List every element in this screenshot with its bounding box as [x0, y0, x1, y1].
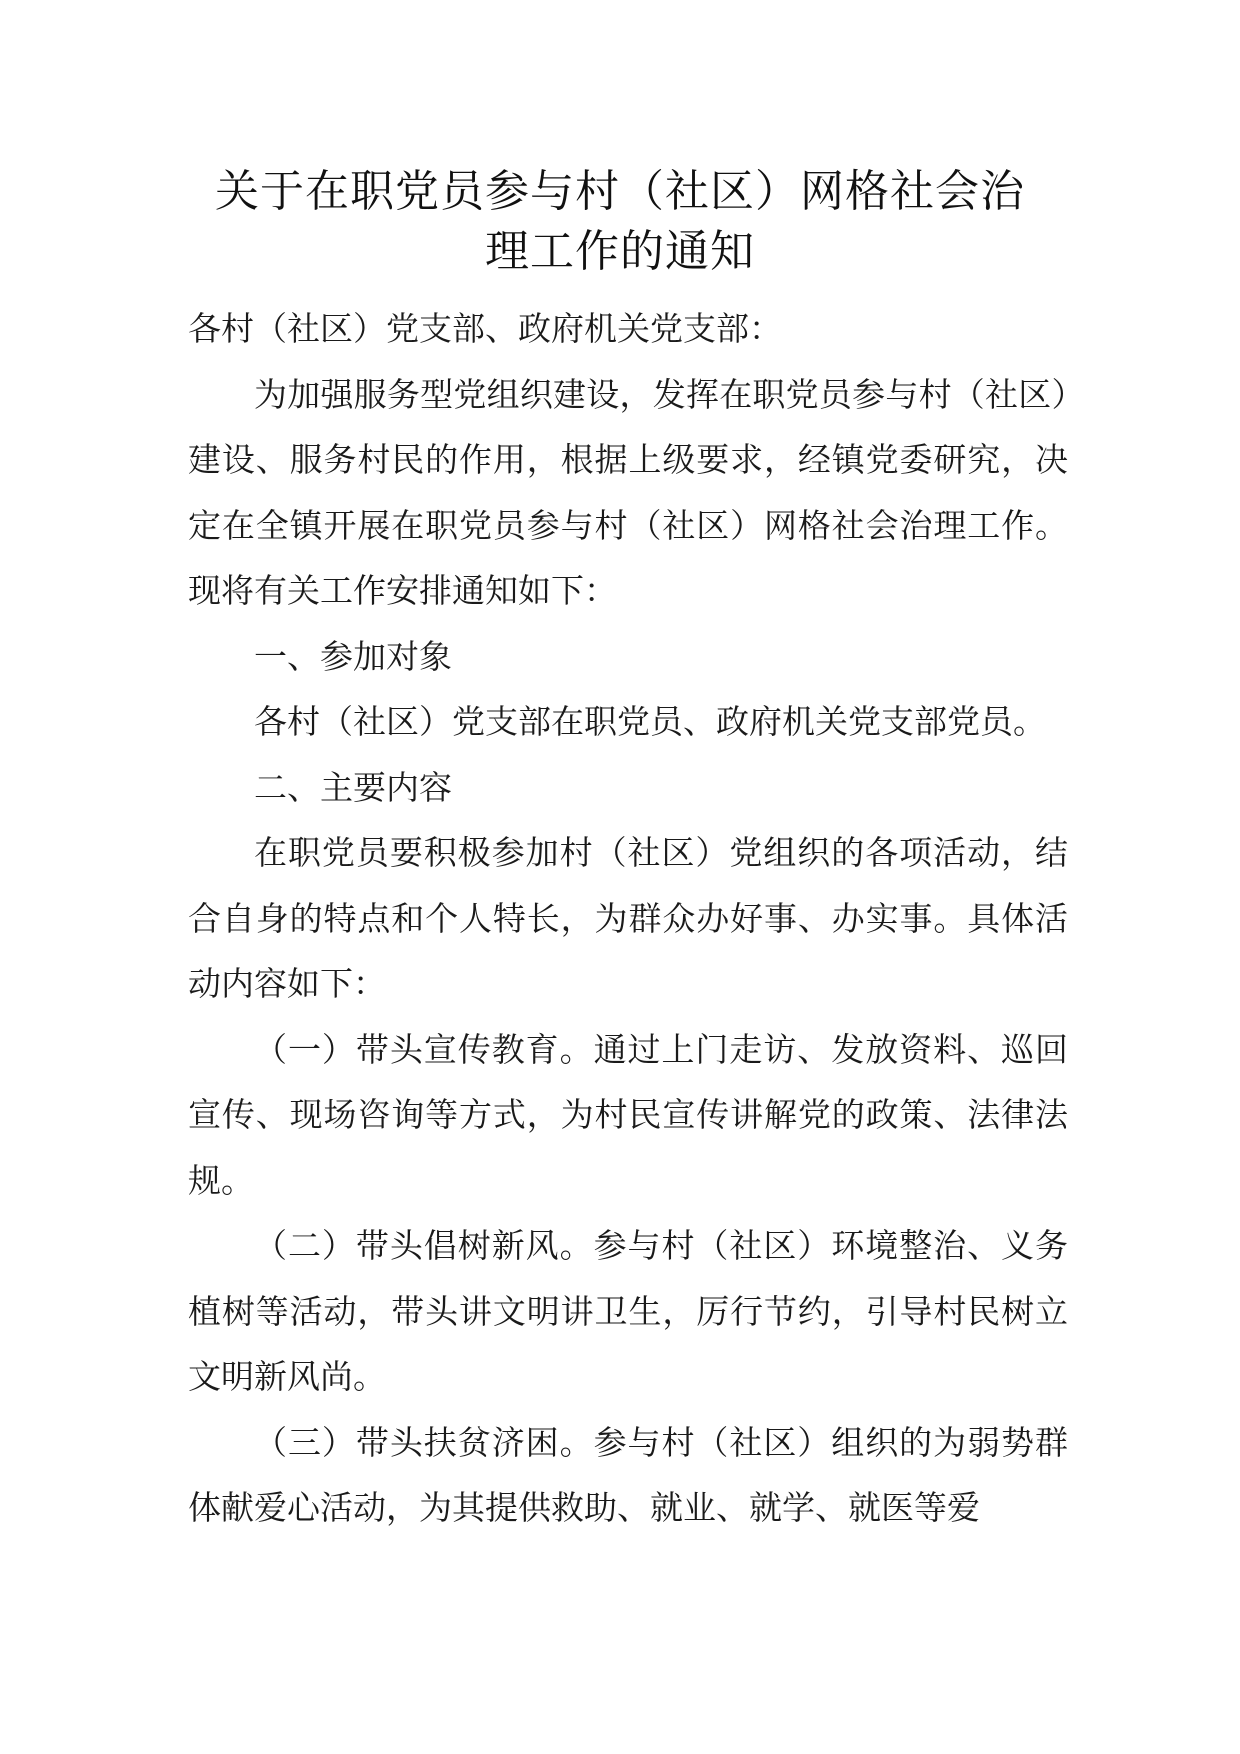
paragraph-intro: 为加强服务型党组织建设，发挥在职党员参与村（社区）建设、服务村民的作用，根据上级要求，经镇党委研究，决定在全镇开展在职党员参与村（社区）网格社会治理工作。现将有关工作安排通知如下：: [188, 374, 1068, 610]
title-line-1: 关于在职党员参与村（社区）网格社会治: [215, 166, 1025, 217]
paragraph-main-content: 在职党员要积极参加村（社区）党组织的各项活动，结合自身的特点和个人特长，为群众办好事、办实事。具体活动内容如下：: [188, 833, 1068, 1003]
section-heading-participants: 一、参加对象: [254, 636, 452, 676]
section-heading-main-content: 二、主要内容: [254, 767, 452, 807]
document-body: [188, 296, 1068, 1541]
salutation: 各村（社区）党支部、政府机关党支部：: [188, 309, 782, 348]
paragraph-item-2: （二）带头倡树新风。参与村（社区）环境整治、义务植树等活动，带头讲文明讲卫生，厉行节约，引导村民树立文明新风尚。: [188, 1226, 1068, 1396]
title-line-2: 理工作的通知: [485, 226, 755, 277]
paragraph-item-1: （一）带头宣传教育。通过上门走访、发放资料、巡回宣传、现场咨询等方式，为村民宣传讲解党的政策、法律法规。: [188, 1029, 1068, 1200]
paragraph-participants: 各村（社区）党支部在职党员、政府机关党支部党员。: [254, 702, 1046, 741]
document-title: [150, 162, 1090, 282]
paragraph-item-3: （三）带头扶贫济困。参与村（社区）组织的为弱势群体献爱心活动，为其提供救助、就业、就学、就医等爱: [188, 1422, 1068, 1527]
